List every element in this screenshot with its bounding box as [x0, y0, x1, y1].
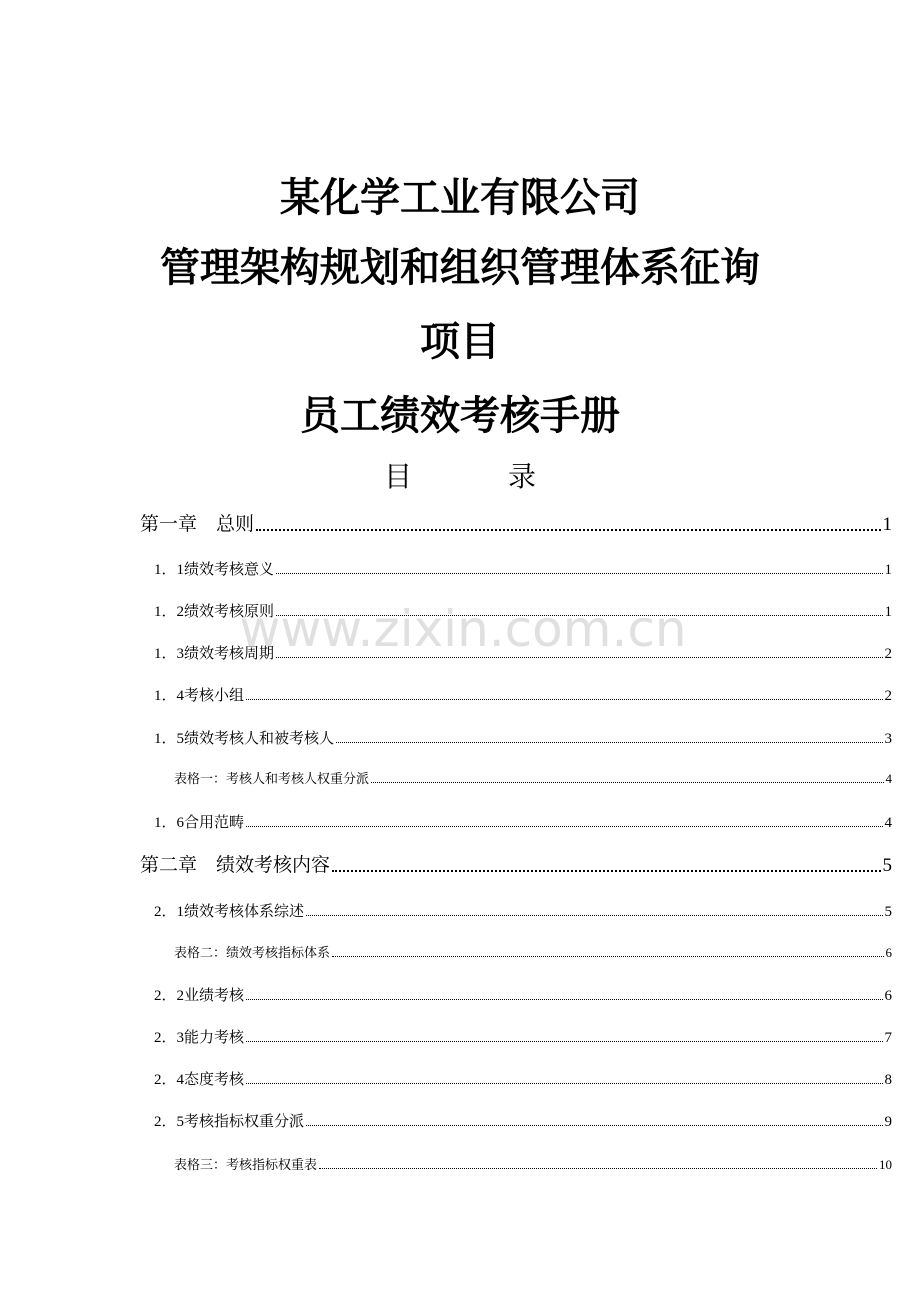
toc-entry-1-5[interactable] [154, 726, 892, 748]
toc-leader-dots [276, 657, 882, 658]
toc-entry-page: 9 [884, 1114, 892, 1130]
toc-entry-page: 10 [879, 1157, 892, 1172]
toc-entry-2-5[interactable] [154, 1109, 892, 1131]
toc-entry-label: 2．5考核指标权重分派 [154, 1114, 305, 1130]
toc-leader-dots [246, 1083, 882, 1084]
toc-heading-char-2: 录 [508, 460, 537, 493]
handbook-title: 员工绩效考核手册 [300, 393, 620, 439]
toc-entry-label: 2．1绩效考核体系综述 [154, 904, 305, 920]
toc-entry-page: 1 [882, 514, 892, 535]
toc-entry-page: 2 [884, 688, 892, 704]
toc-leader-dots [246, 999, 882, 1000]
toc-leader-dots [332, 956, 883, 957]
toc-entry-chapter-2[interactable] [140, 851, 892, 877]
toc-entry-page: 7 [884, 1030, 892, 1046]
toc-entry-page: 4 [885, 771, 892, 786]
toc-leader-dots [246, 826, 882, 827]
toc-entry-label: 1．2绩效考核原则 [154, 604, 275, 620]
toc-entry-page: 5 [884, 904, 892, 920]
toc-entry-page: 6 [884, 988, 892, 1004]
toc-heading-char-1: 目 [384, 460, 413, 493]
toc-entry-label: 表格三：考核指标权重表 [174, 1157, 318, 1172]
toc-leader-dots [371, 782, 883, 783]
toc-entry-label: 2．3能力考核 [154, 1030, 245, 1046]
toc-leader-dots [256, 529, 880, 531]
toc-leader-dots [306, 1125, 882, 1126]
toc-entry-table-3[interactable] [174, 1153, 892, 1173]
toc-entry-label: 1．5绩效考核人和被考核人 [154, 731, 335, 747]
toc-leader-dots [276, 573, 882, 574]
toc-entry-1-4[interactable] [154, 683, 892, 705]
toc-leader-dots [336, 742, 882, 743]
toc-leader-dots [306, 915, 882, 916]
toc-entry-page: 5 [882, 855, 892, 876]
toc-entry-label: 2．2业绩考核 [154, 988, 245, 1004]
toc-entry-1-3[interactable] [154, 641, 892, 663]
toc-entry-page: 3 [884, 731, 892, 747]
toc-entry-2-3[interactable] [154, 1025, 892, 1047]
toc-entry-2-2[interactable] [154, 983, 892, 1005]
toc-leader-dots [332, 870, 880, 872]
toc-leader-dots [319, 1168, 877, 1169]
toc-entry-table-2[interactable] [174, 941, 892, 961]
toc-heading [0, 455, 920, 495]
watermark: www.zixin.com.cn [239, 600, 687, 658]
toc-leader-dots [276, 615, 882, 616]
company-title: 某化学工业有限公司 [280, 175, 640, 221]
toc-entry-page: 6 [885, 945, 892, 960]
toc-entry-page: 8 [884, 1072, 892, 1088]
toc-leader-dots [246, 699, 882, 700]
toc-entry-1-2[interactable] [154, 599, 892, 621]
toc-entry-page: 4 [884, 815, 892, 831]
toc-entry-2-1[interactable] [154, 899, 892, 921]
toc-entry-table-1[interactable] [174, 767, 892, 787]
toc-entry-label: 第一章 总则 [140, 514, 255, 535]
toc-entry-label: 第二章 绩效考核内容 [140, 855, 331, 876]
toc-entry-label: 表格一：考核人和考核人权重分派 [174, 771, 370, 786]
toc-entry-label: 2．4态度考核 [154, 1072, 245, 1088]
toc-entry-label: 表格二：绩效考核指标体系 [174, 945, 331, 960]
toc-entry-2-4[interactable] [154, 1067, 892, 1089]
toc-leader-dots [246, 1041, 882, 1042]
toc-entry-label: 1．6合用范畴 [154, 815, 245, 831]
project-title: 管理架构规划和组织管理体系征询 [160, 245, 760, 291]
toc-entry-label: 1．3绩效考核周期 [154, 646, 275, 662]
toc-entry-page: 1 [884, 562, 892, 578]
project-title-continued: 项目 [420, 319, 500, 365]
toc-entry-1-1[interactable] [154, 557, 892, 579]
toc-entry-1-6[interactable] [154, 810, 892, 832]
toc-entry-page: 1 [884, 604, 892, 620]
toc-entry-label: 1．1绩效考核意义 [154, 562, 275, 578]
toc-entry-chapter-1[interactable] [140, 510, 892, 536]
toc-entry-label: 1．4考核小组 [154, 688, 245, 704]
toc-entry-page: 2 [884, 646, 892, 662]
